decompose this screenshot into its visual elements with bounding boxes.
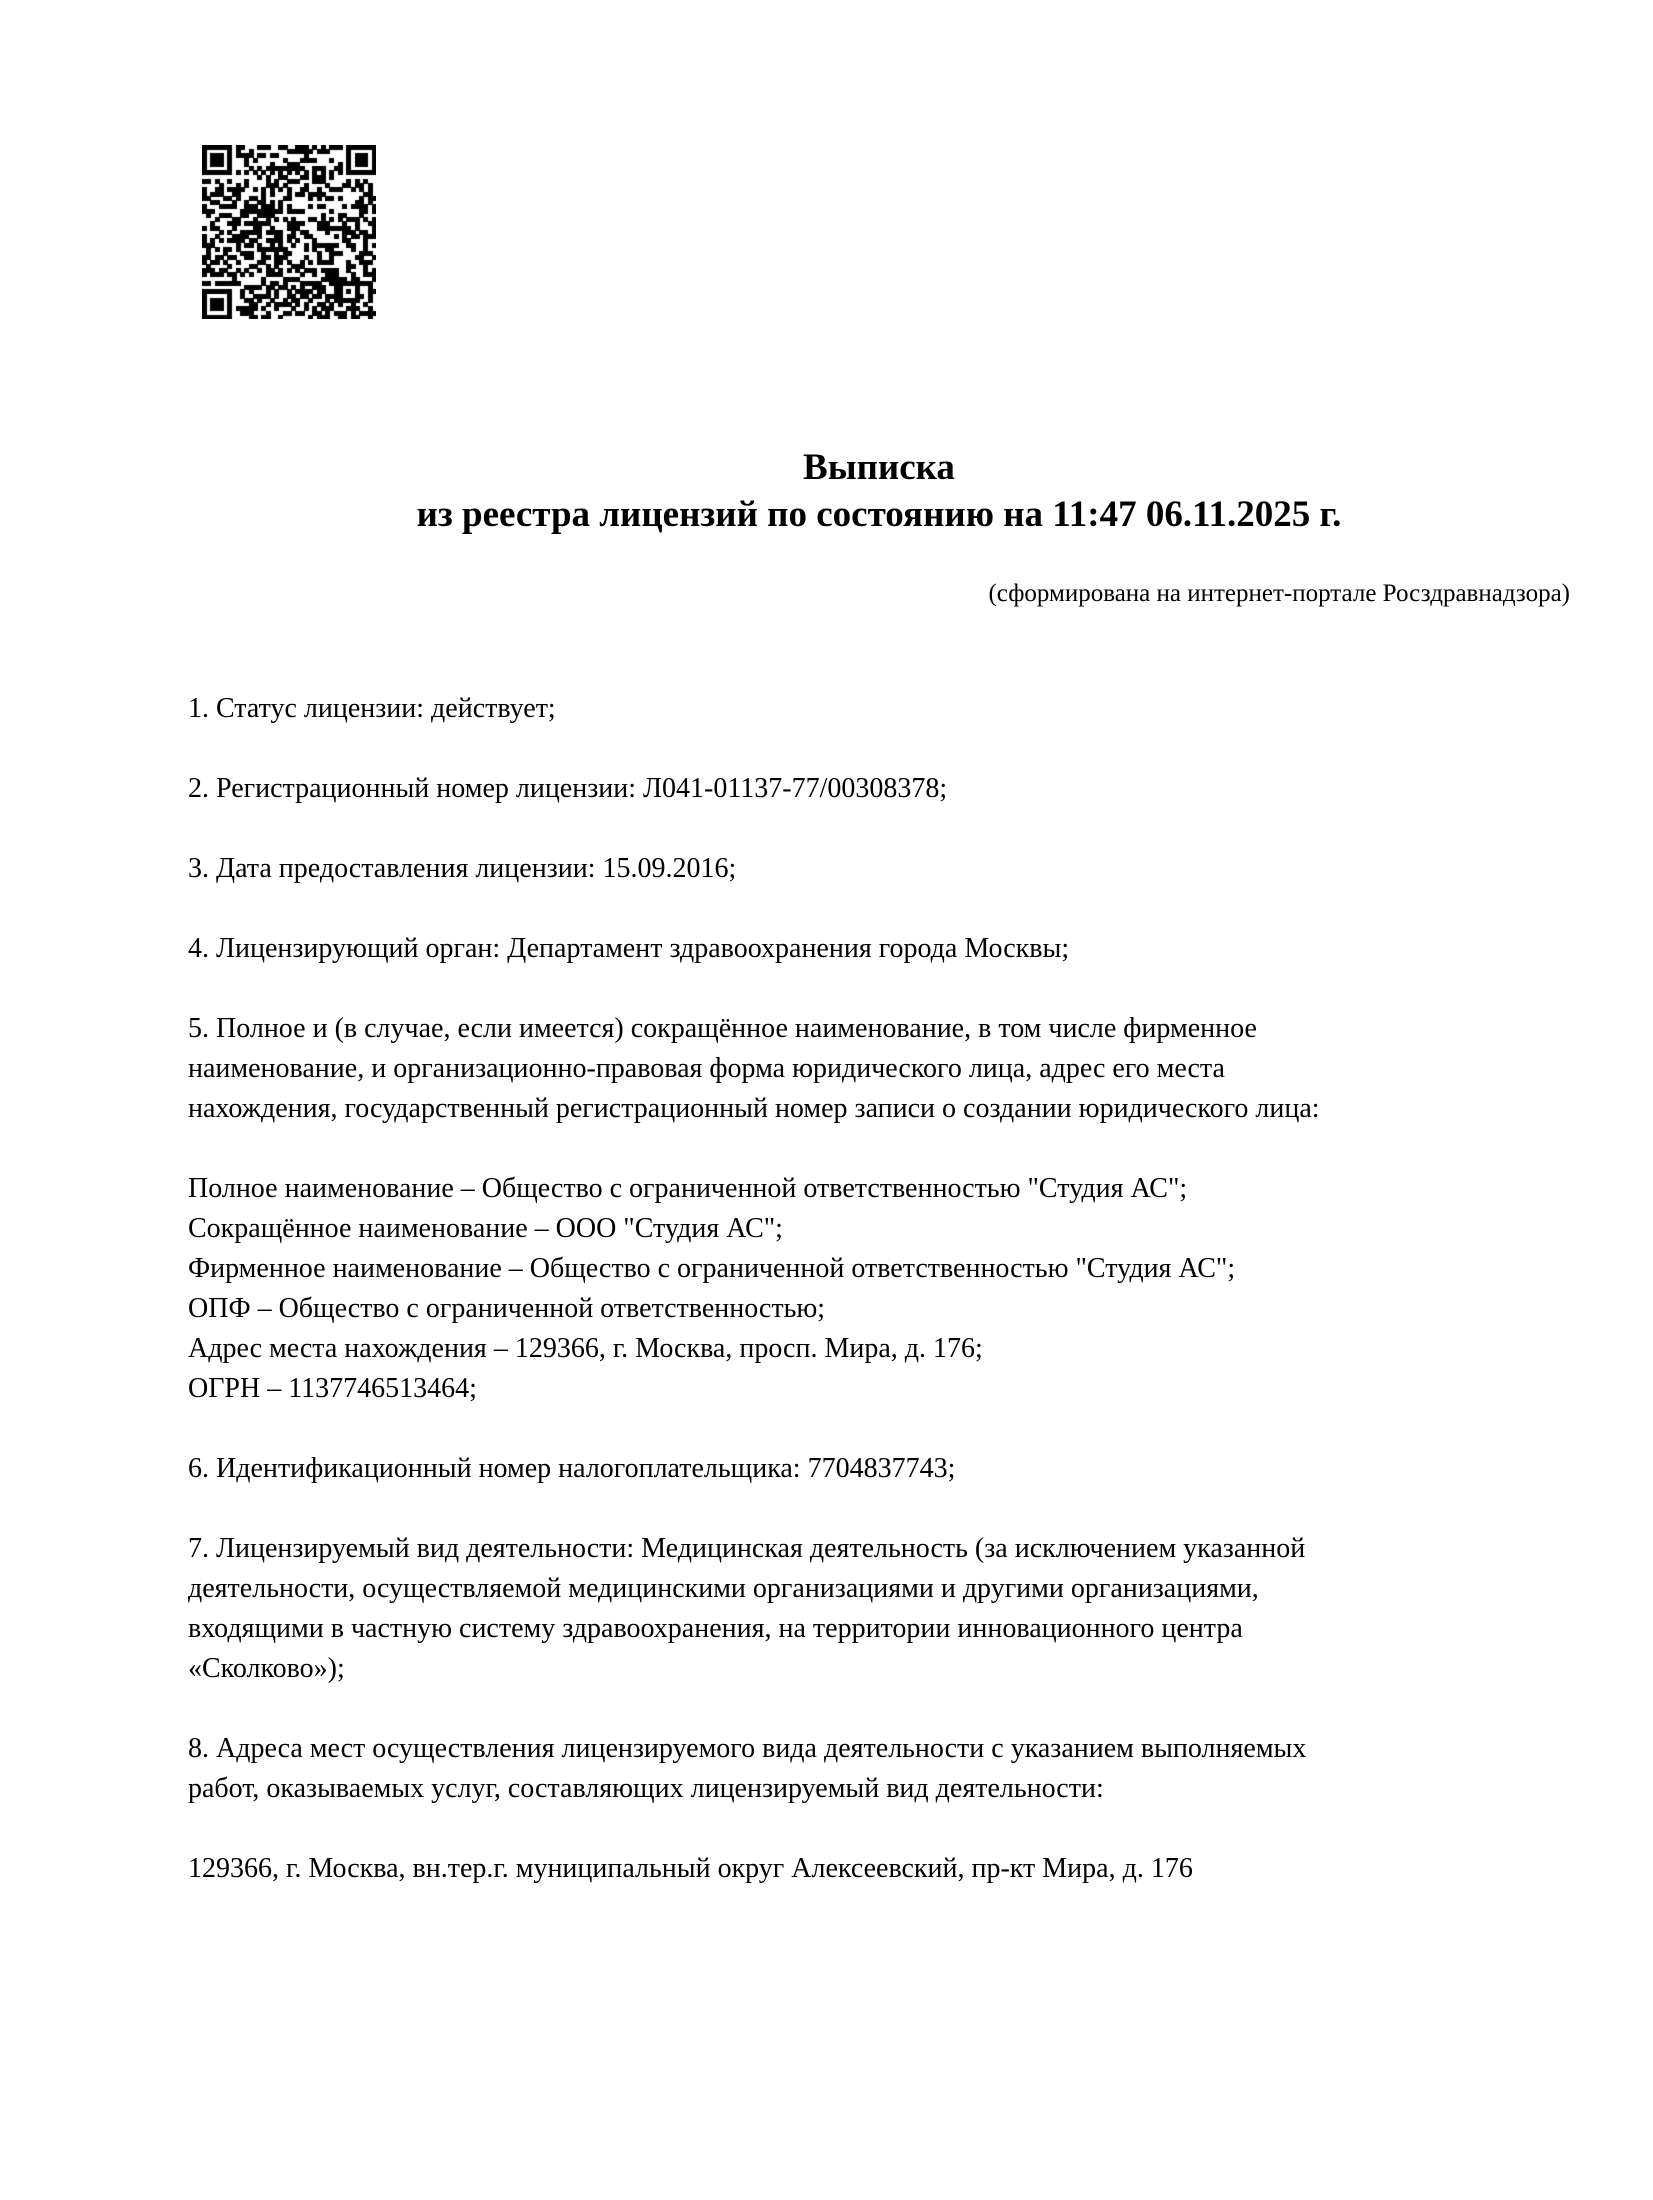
- paragraph: [188, 1729, 1570, 1809]
- text-line: наименование, и организационно-правовая форма юридического лица, адрес его места: [188, 1053, 1225, 1084]
- text-line: 4. Лицензирующий орган: Департамент здравоохранения города Москвы;: [188, 933, 1070, 964]
- paragraph: [188, 689, 1570, 729]
- paragraph: [188, 1449, 1570, 1489]
- document-title-line2: из реестра лицензий по состоянию на 11:47 06.11.2025 г.: [416, 494, 1342, 535]
- text-line: 1. Статус лицензии: действует;: [188, 693, 556, 724]
- document-body: [188, 689, 1570, 1889]
- text-line: «Сколково»);: [188, 1653, 345, 1684]
- document-title: [188, 444, 1570, 538]
- text-line: Полное наименование – Общество с ограниченной ответственностью "Студия АС";: [188, 1173, 1188, 1204]
- qr-code: [202, 145, 376, 319]
- text-line: 2. Регистрационный номер лицензии: Л041-01137-77/00308378;: [188, 773, 948, 804]
- document-title-line1: Выписка: [803, 447, 955, 488]
- text-line: деятельности, осуществляемой медицинскими организациями и другими организациями,: [188, 1573, 1259, 1604]
- paragraph: [188, 1529, 1570, 1689]
- text-line: 6. Идентификационный номер налогоплательщика: 7704837743;: [188, 1453, 956, 1484]
- paragraph: [188, 929, 1570, 969]
- text-line: Адрес места нахождения – 129366, г. Москва, просп. Мира, д. 176;: [188, 1333, 983, 1364]
- document-subtitle: (сформирована на интернет-портале Росздравнадзора): [988, 580, 1570, 607]
- paragraph: [188, 1849, 1570, 1889]
- paragraph: [188, 849, 1570, 889]
- text-line: Сокращённое наименование – ООО "Студия АС";: [188, 1213, 783, 1244]
- text-line: входящими в частную систему здравоохранения, на территории инновационного центра: [188, 1613, 1243, 1644]
- document-content: [0, 444, 1653, 1889]
- paragraph: [188, 769, 1570, 809]
- paragraph: [188, 1009, 1570, 1129]
- text-line: нахождения, государственный регистрационный номер записи о создании юридического лица:: [188, 1093, 1320, 1124]
- paragraph: [188, 1169, 1570, 1409]
- text-line: 129366, г. Москва, вн.тер.г. муниципальный округ Алексеевский, пр-кт Мира, д. 176: [188, 1853, 1193, 1884]
- text-line: 3. Дата предоставления лицензии: 15.09.2016;: [188, 853, 737, 884]
- text-line: ОГРН – 1137746513464;: [188, 1373, 477, 1404]
- text-line: ОПФ – Общество с ограниченной ответственностью;: [188, 1293, 826, 1324]
- text-line: 8. Адреса мест осуществления лицензируемого вида деятельности с указанием выполняемых: [188, 1733, 1307, 1764]
- text-line: 5. Полное и (в случае, если имеется) сокращённое наименование, в том числе фирменное: [188, 1013, 1257, 1044]
- text-line: 7. Лицензируемый вид деятельности: Медицинская деятельность (за исключением указанной: [188, 1533, 1306, 1564]
- text-line: работ, оказываемых услуг, составляющих лицензируемый вид деятельности:: [188, 1773, 1104, 1804]
- text-line: Фирменное наименование – Общество с ограниченной ответственностью "Студия АС";: [188, 1253, 1236, 1284]
